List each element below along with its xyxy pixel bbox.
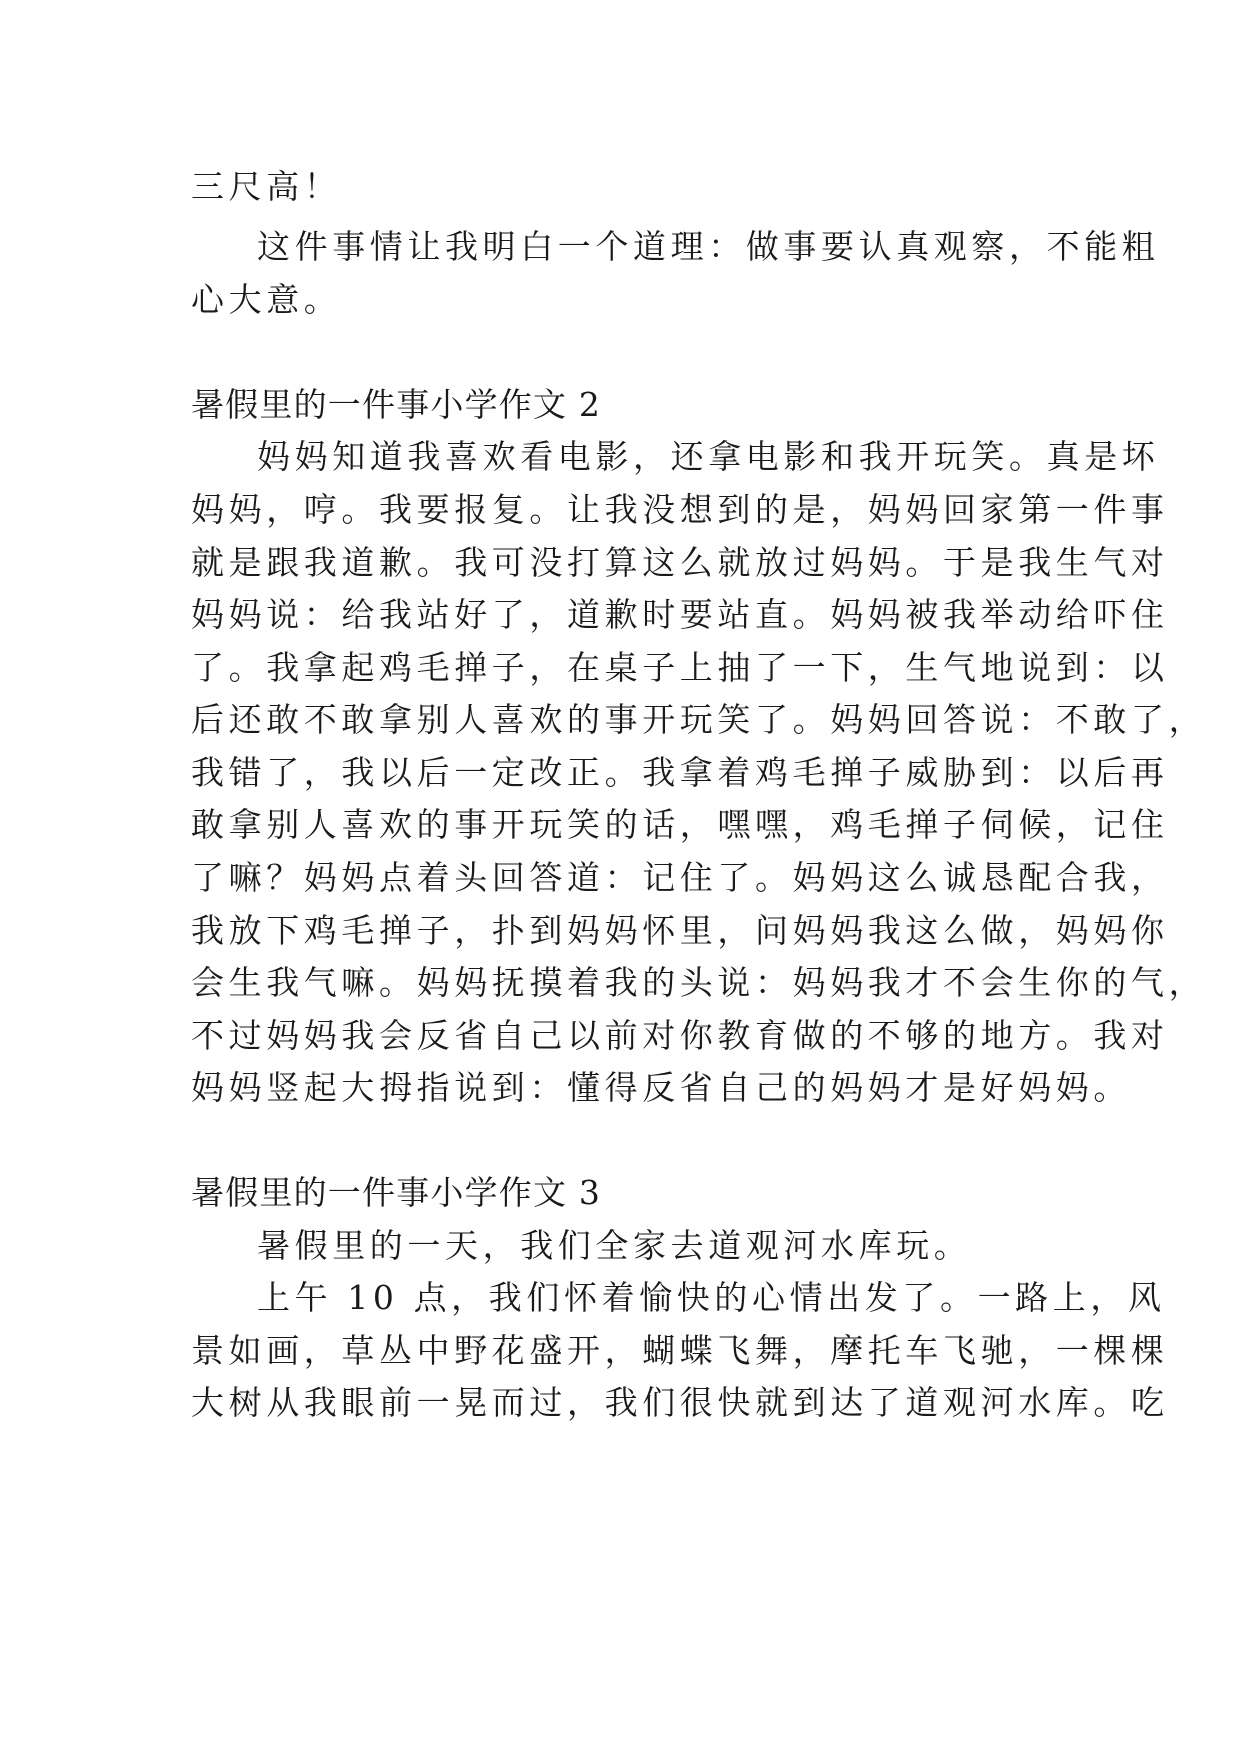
paragraph-first-line: 这件事情让我明白一个道理：做事要认真观察，不能粗 — [257, 227, 1160, 266]
text-line: 景如画，草丛中野花盛开，蝴蝶飞舞，摩托车飞驰，一棵棵 — [191, 1331, 1169, 1370]
paragraph-first-line: 暑假里的一天，我们全家去道观河水库玩。 — [257, 1226, 972, 1265]
text-line: 妈妈，哼。我要报复。让我没想到的是，妈妈回家第一件事 — [191, 490, 1169, 529]
text-line: 后还敢不敢拿别人喜欢的事开玩笑了。妈妈回答说：不敢了， — [191, 700, 1207, 739]
text-line: 心大意。 — [191, 280, 342, 319]
text-line: 敢拿别人喜欢的事开玩笑的话，嘿嘿，鸡毛掸子伺候，记住 — [191, 805, 1169, 844]
text-line: 三尺高！ — [191, 167, 342, 206]
text-line: 我错了，我以后一定改正。我拿着鸡毛掸子威胁到：以后再 — [191, 753, 1169, 792]
text-line: 妈妈竖起大拇指说到：懂得反省自己的妈妈才是好妈妈。 — [191, 1068, 1131, 1107]
text-line: 不过妈妈我会反省自己以前对你教育做的不够的地方。我对 — [191, 1016, 1169, 1055]
section-heading: 暑假里的一件事小学作文 3 — [191, 1173, 602, 1212]
text-line: 我放下鸡毛掸子，扑到妈妈怀里，问妈妈我这么做，妈妈你 — [191, 911, 1169, 950]
paragraph-first-line: 上午 10 点，我们怀着愉快的心情出发了。一路上，风 — [257, 1278, 1166, 1317]
section-heading: 暑假里的一件事小学作文 2 — [191, 385, 602, 424]
text-line: 会生我气嘛。妈妈抚摸着我的头说：妈妈我才不会生你的气， — [191, 963, 1207, 1002]
text-line: 了。我拿起鸡毛掸子，在桌子上抽了一下，生气地说到：以 — [191, 648, 1169, 687]
paragraph-first-line: 妈妈知道我喜欢看电影，还拿电影和我开玩笑。真是坏 — [257, 437, 1160, 476]
text-line: 大树从我眼前一晃而过，我们很快就到达了道观河水库。吃 — [191, 1383, 1169, 1422]
text-line: 了嘛？妈妈点着头回答道：记住了。妈妈这么诚恳配合我， — [191, 858, 1169, 897]
text-line: 就是跟我道歉。我可没打算这么就放过妈妈。于是我生气对 — [191, 543, 1169, 582]
text-line: 妈妈说：给我站好了，道歉时要站直。妈妈被我举动给吓住 — [191, 595, 1169, 634]
